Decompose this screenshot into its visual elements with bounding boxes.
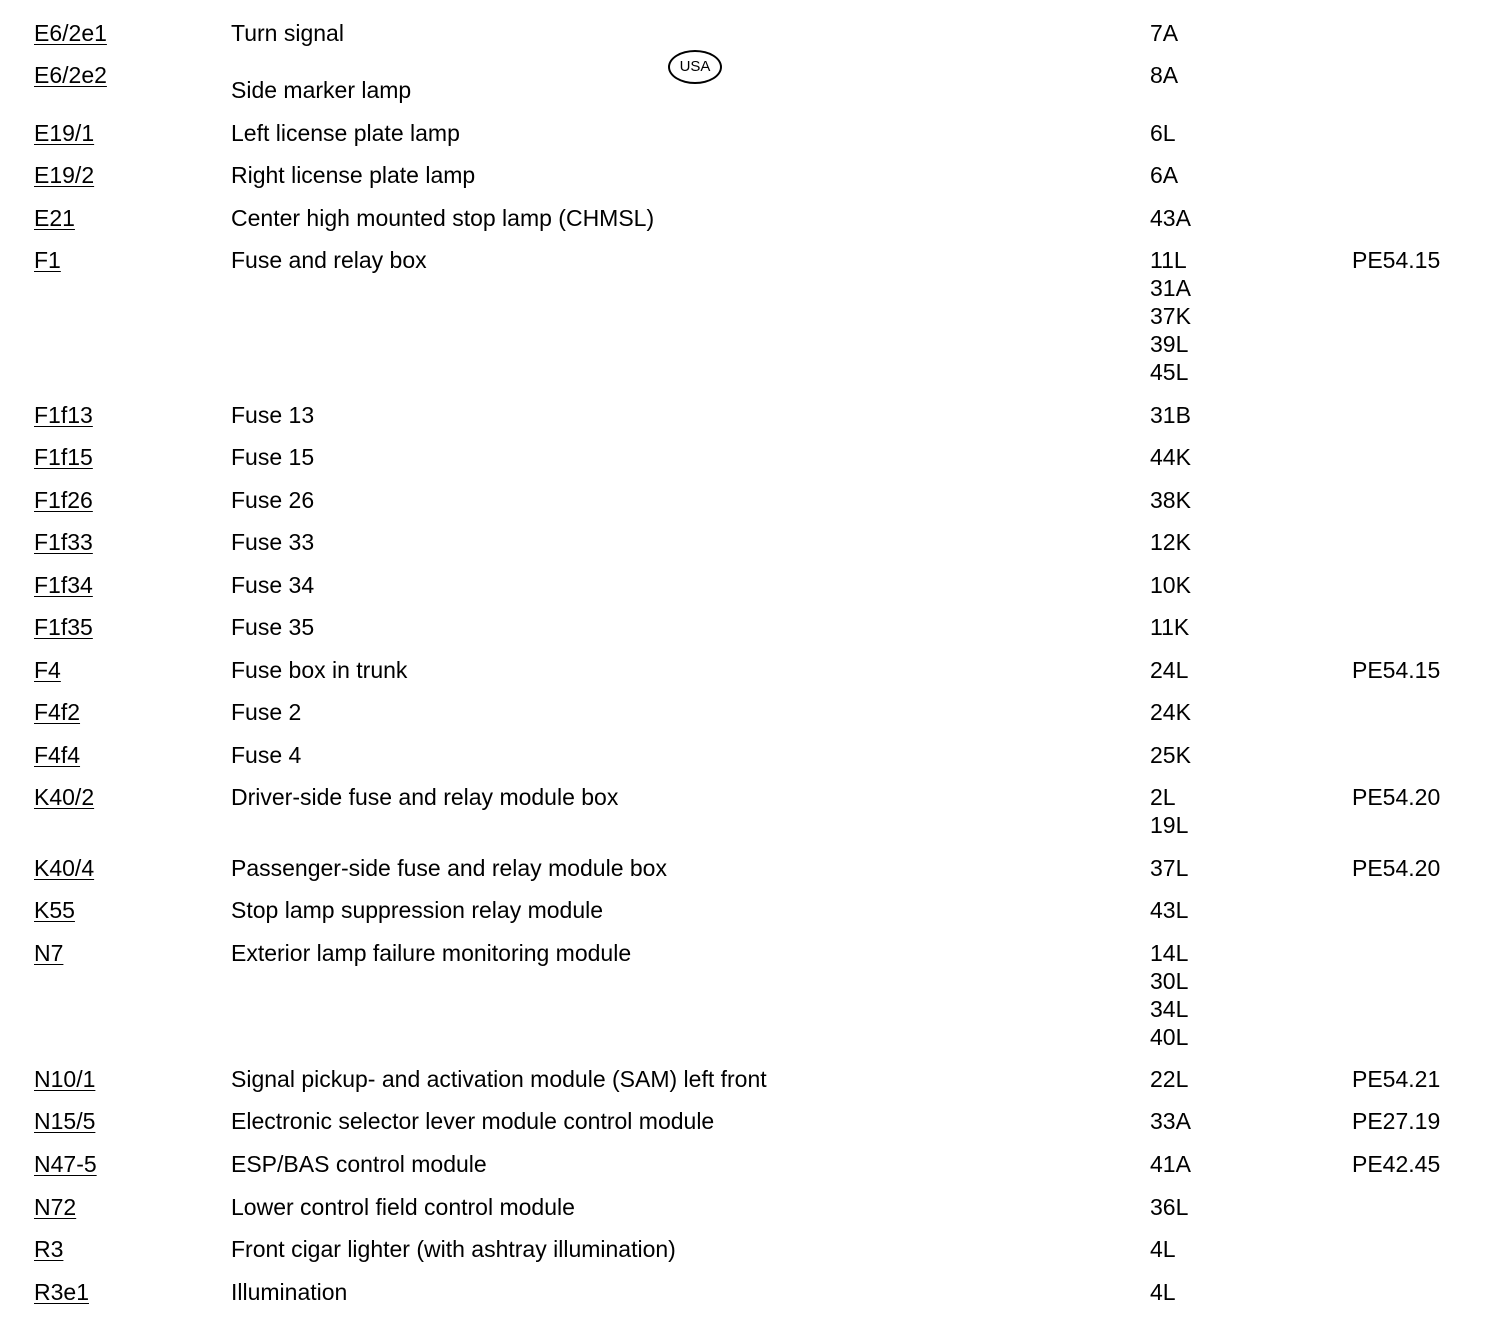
component-description-text: Illumination	[231, 1279, 348, 1305]
grid-coordinate: 39L	[1150, 331, 1189, 357]
grid-coordinates	[1150, 486, 1191, 514]
grid-coordinate: 40L	[1150, 1024, 1189, 1050]
grid-coordinate: 8A	[1150, 62, 1179, 88]
component-code-link[interactable]: F1f33	[34, 529, 93, 555]
component-description-text: Signal pickup- and activation module (SAM) left front	[231, 1066, 767, 1092]
grid-coordinate: 25K	[1150, 742, 1191, 768]
grid-coordinate: 12K	[1150, 529, 1191, 555]
grid-coordinates	[1150, 246, 1191, 386]
component-code-link[interactable]: F1f34	[34, 572, 93, 598]
grid-coordinate: 43L	[1150, 897, 1189, 923]
diagram-reference: PE54.20	[1352, 855, 1441, 881]
grid-coordinate: 11L	[1150, 247, 1187, 273]
grid-coordinates	[1150, 1235, 1176, 1263]
component-description-text: Right license plate lamp	[231, 162, 476, 188]
grid-coordinate: 43A	[1150, 205, 1191, 231]
component-description	[231, 58, 711, 104]
component-description-text: Exterior lamp failure monitoring module	[231, 940, 632, 966]
component-code-link[interactable]: E6/2e1	[34, 20, 107, 46]
component-description-text: Front cigar lighter (with ashtray illumination)	[231, 1236, 676, 1262]
component-code-link[interactable]: F1f13	[34, 402, 93, 428]
component-description	[231, 1107, 714, 1135]
grid-coordinates	[1150, 1193, 1188, 1221]
component-code-link[interactable]: E19/2	[34, 162, 95, 188]
component-description	[231, 119, 460, 147]
component-description-text: Electronic selector lever module control module	[231, 1108, 715, 1134]
component-code-link[interactable]: F4	[34, 657, 61, 683]
component-description	[231, 939, 631, 967]
grid-coordinates	[1150, 443, 1191, 471]
diagram-reference: PE54.20	[1352, 784, 1441, 810]
diagram-reference: PE54.15	[1352, 247, 1441, 273]
component-code-link[interactable]: F1	[34, 247, 61, 273]
diagram-reference: PE27.19	[1352, 1108, 1441, 1134]
grid-coordinate: 10K	[1150, 572, 1191, 598]
grid-coordinate: 7A	[1150, 20, 1179, 46]
component-description	[231, 161, 475, 189]
grid-coordinate: 4L	[1150, 1279, 1176, 1305]
component-description-text: Fuse box in trunk	[231, 657, 408, 683]
component-description-text: Passenger-side fuse and relay module box	[231, 855, 667, 881]
component-code-link[interactable]: R3	[34, 1236, 64, 1262]
grid-coordinate: 2L	[1150, 784, 1176, 810]
grid-coordinate: 36L	[1150, 1194, 1189, 1220]
component-code-link[interactable]: K40/4	[34, 855, 95, 881]
grid-coordinates	[1150, 783, 1188, 839]
component-description	[231, 698, 301, 726]
component-description	[231, 486, 314, 514]
component-description	[231, 613, 314, 641]
component-description	[231, 246, 427, 274]
grid-coordinates	[1150, 571, 1191, 599]
component-description	[231, 1065, 767, 1093]
component-description	[231, 1278, 347, 1306]
component-description-text: Fuse 35	[231, 614, 315, 640]
grid-coordinate: 11K	[1150, 614, 1190, 640]
grid-coordinates	[1150, 854, 1188, 882]
grid-coordinate: 24K	[1150, 699, 1191, 725]
component-description-text: Turn signal	[231, 20, 344, 46]
grid-coordinate: 33A	[1150, 1108, 1191, 1134]
component-description-text: Stop lamp suppression relay module	[231, 897, 604, 923]
component-code-link[interactable]: F4f2	[34, 699, 81, 725]
component-description-text: Left license plate lamp	[231, 120, 460, 146]
component-description	[231, 656, 407, 684]
component-code-link[interactable]: E6/2e2	[34, 62, 107, 88]
component-code-link[interactable]: N47-5	[34, 1151, 97, 1177]
grid-coordinate: 44K	[1150, 444, 1191, 470]
grid-coordinate: 6L	[1150, 120, 1176, 146]
component-description	[231, 1150, 487, 1178]
grid-coordinate: 37L	[1150, 855, 1189, 881]
component-description-text: Side marker lamp	[231, 77, 412, 103]
grid-coordinates	[1150, 61, 1178, 89]
component-description	[231, 528, 314, 556]
grid-coordinates	[1150, 1065, 1188, 1093]
grid-coordinates	[1150, 1150, 1191, 1178]
grid-coordinate: 45L	[1150, 359, 1189, 385]
grid-coordinate: 31B	[1150, 402, 1191, 428]
grid-coordinate: 37K	[1150, 303, 1191, 329]
component-description	[231, 1193, 575, 1221]
grid-coordinates	[1150, 19, 1178, 47]
diagram-reference: PE54.15	[1352, 657, 1441, 683]
component-description	[231, 443, 314, 471]
component-description	[231, 854, 667, 882]
grid-coordinate: 22L	[1150, 1066, 1189, 1092]
component-code-link[interactable]: R3e1	[34, 1279, 89, 1305]
component-description-text: Fuse 4	[231, 742, 302, 768]
diagram-reference: PE54.21	[1352, 1066, 1441, 1092]
grid-coordinates	[1150, 896, 1188, 924]
component-code-link[interactable]: E19/1	[34, 120, 95, 146]
component-description-text: Fuse and relay box	[231, 247, 427, 273]
component-code-link[interactable]: K40/2	[34, 784, 95, 810]
grid-coordinate: 38K	[1150, 487, 1191, 513]
component-description	[231, 741, 301, 769]
grid-coordinate: 31A	[1150, 275, 1191, 301]
grid-coordinates	[1150, 741, 1191, 769]
component-description	[231, 1235, 676, 1263]
grid-coordinates	[1150, 1107, 1191, 1135]
grid-coordinate: 14L	[1150, 940, 1189, 966]
grid-coordinate: 4L	[1150, 1236, 1176, 1262]
component-description-text: ESP/BAS control module	[231, 1151, 487, 1177]
grid-coordinates	[1150, 401, 1191, 429]
component-code-link[interactable]: F1f15	[34, 444, 93, 470]
grid-coordinate: 30L	[1150, 968, 1189, 994]
component-code-link[interactable]: F1f35	[34, 614, 93, 640]
grid-coordinate: 6A	[1150, 162, 1179, 188]
component-code-link[interactable]: F1f26	[34, 487, 93, 513]
component-description	[231, 783, 618, 811]
component-description	[231, 401, 314, 429]
component-code-link[interactable]: E21	[34, 205, 75, 231]
component-description-text: Driver-side fuse and relay module box	[231, 784, 619, 810]
component-description-text: Fuse 34	[231, 572, 315, 598]
grid-coordinates	[1150, 528, 1191, 556]
component-description-text: Fuse 33	[231, 529, 315, 555]
component-code-link[interactable]: N7	[34, 940, 64, 966]
component-code-link[interactable]: N72	[34, 1194, 77, 1220]
component-description-text: Fuse 26	[231, 487, 315, 513]
grid-coordinates	[1150, 1278, 1176, 1306]
component-code-link[interactable]: F4f4	[34, 742, 81, 768]
component-code-link[interactable]: N10/1	[34, 1066, 96, 1092]
component-code-link[interactable]: N15/5	[34, 1108, 96, 1134]
component-description	[231, 896, 603, 924]
component-description-text: Fuse 15	[231, 444, 315, 470]
component-description-text: Fuse 13	[231, 402, 315, 428]
grid-coordinates	[1150, 161, 1178, 189]
grid-coordinate: 34L	[1150, 996, 1189, 1022]
component-description-text: Lower control field control module	[231, 1194, 575, 1220]
component-description	[231, 19, 344, 47]
grid-coordinate: 41A	[1150, 1151, 1191, 1177]
grid-coordinates	[1150, 939, 1188, 1051]
grid-coordinates	[1150, 119, 1176, 147]
component-description-text: Center high mounted stop lamp (CHMSL)	[231, 205, 655, 231]
grid-coordinates	[1150, 698, 1191, 726]
usa-badge-icon: USA	[668, 50, 722, 84]
component-description	[231, 571, 314, 599]
component-code-link[interactable]: K55	[34, 897, 75, 923]
grid-coordinates	[1150, 204, 1191, 232]
grid-coordinate: 19L	[1150, 812, 1189, 838]
grid-coordinate: 24L	[1150, 657, 1189, 683]
grid-coordinates	[1150, 613, 1189, 641]
diagram-reference: PE42.45	[1352, 1151, 1441, 1177]
component-description	[231, 204, 654, 232]
grid-coordinates	[1150, 656, 1188, 684]
component-description-text: Fuse 2	[231, 699, 302, 725]
